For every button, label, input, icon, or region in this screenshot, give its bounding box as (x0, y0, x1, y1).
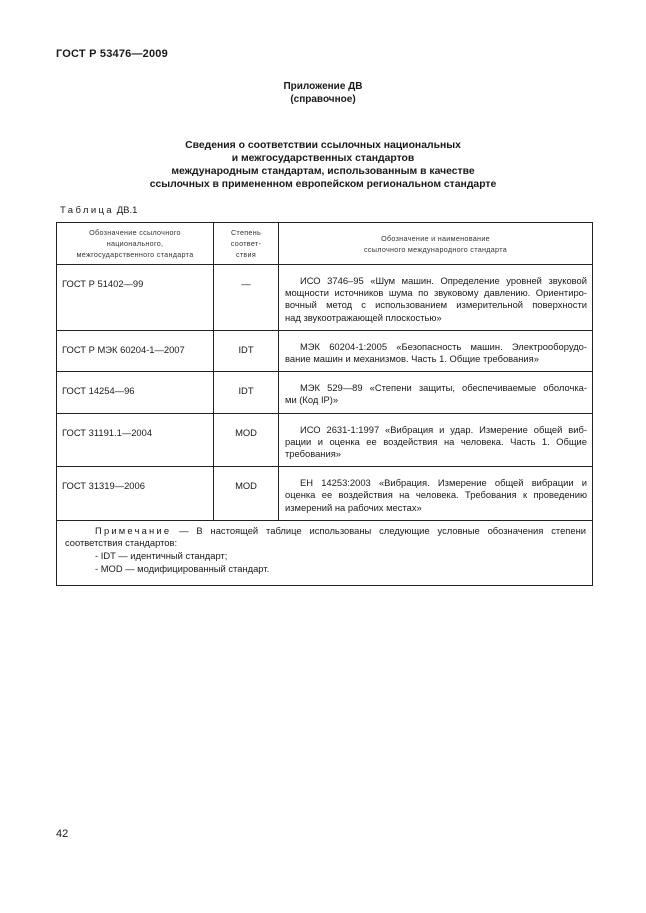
note-text: — В настоящей таблице использованы следующие условные обозначения степени (179, 524, 587, 536)
correspondence-table (56, 222, 593, 586)
cell-degree: MOD (214, 467, 279, 521)
section-heading (100, 139, 546, 191)
table-row (57, 265, 593, 331)
cell-international: МЭК 529—89 «Степени защиты, обеспечиваемые оболочка- ми (Код IP)» (279, 372, 593, 413)
note-label: Примечание (95, 524, 172, 536)
cell-national: ГОСТ Р МЭК 60204-1—2007 (57, 330, 214, 371)
cell-degree: — (214, 265, 279, 331)
note-text-continued: соответствия стандартов: (65, 537, 178, 549)
cell-national: ГОСТ 31319—2006 (57, 467, 214, 521)
table-note-row (57, 520, 593, 585)
header-degree: Степень соответ- ствия (214, 223, 279, 265)
cell-national: ГОСТ Р 51402—99 (57, 265, 214, 331)
cell-national: ГОСТ 31191.1—2004 (57, 413, 214, 467)
cell-international: ИСО 2631-1:1997 «Вибрация и удар. Измерение общей виб- рации и оценка ее воздействия на человека. Часть 1. Общие требования» (279, 413, 593, 467)
cell-degree: MOD (214, 413, 279, 467)
table-row (57, 372, 593, 413)
appendix-note: (справочное) (290, 94, 356, 105)
table-row (57, 330, 593, 371)
heading-line: международным стандартам, использованным в качестве (171, 166, 475, 177)
cell-degree: IDT (214, 330, 279, 371)
table-label (60, 205, 137, 216)
table-row (57, 467, 593, 521)
cell-international: МЭК 60204-1:2005 «Безопасность машин. Электрооборудо- вание машин и механизмов. Часть 1. Общие требования» (279, 330, 593, 371)
note-item: - IDT — идентичный стандарт; (95, 550, 228, 562)
note-item: - MOD — модифицированный стандарт. (95, 562, 270, 574)
cell-national: ГОСТ 14254—96 (57, 372, 214, 413)
heading-line: ссылочных в примененном европейском региональном стандарте (149, 179, 497, 190)
appendix-title: Приложение ДВ (283, 81, 363, 92)
cell-international: ИСО 3746–95 «Шум машин. Определение уровней звуковой мощности источников шума по звуковому давлению. Ориентиро- вочный метод с использованием измерительной поверхности над звукоотражающей плоскостью» (279, 265, 593, 331)
table-label-word: Таблица (60, 205, 115, 216)
table-label-number: ДВ.1 (116, 205, 138, 216)
cell-international: ЕН 14253:2003 «Вибрация. Измерение общей вибрации и оценка ее воздействия на человека. Требования к проведению измерений на рабочих местах» (279, 467, 593, 521)
header-national-standard: Обозначение ссылочного национального, межгосударственного стандарта (57, 223, 214, 265)
table-note (57, 520, 593, 585)
document-code: ГОСТ Р 53476—2009 (56, 48, 168, 60)
page-number: 42 (56, 828, 69, 840)
heading-line: Сведения о соответствии ссылочных национальных (185, 140, 461, 151)
table-header-row (57, 223, 593, 265)
table-row (57, 413, 593, 467)
cell-degree: IDT (214, 372, 279, 413)
header-international-standard: Обозначение и наименование ссылочного международного стандарта (279, 223, 593, 265)
heading-line: и межгосударственных стандартов (231, 153, 415, 164)
